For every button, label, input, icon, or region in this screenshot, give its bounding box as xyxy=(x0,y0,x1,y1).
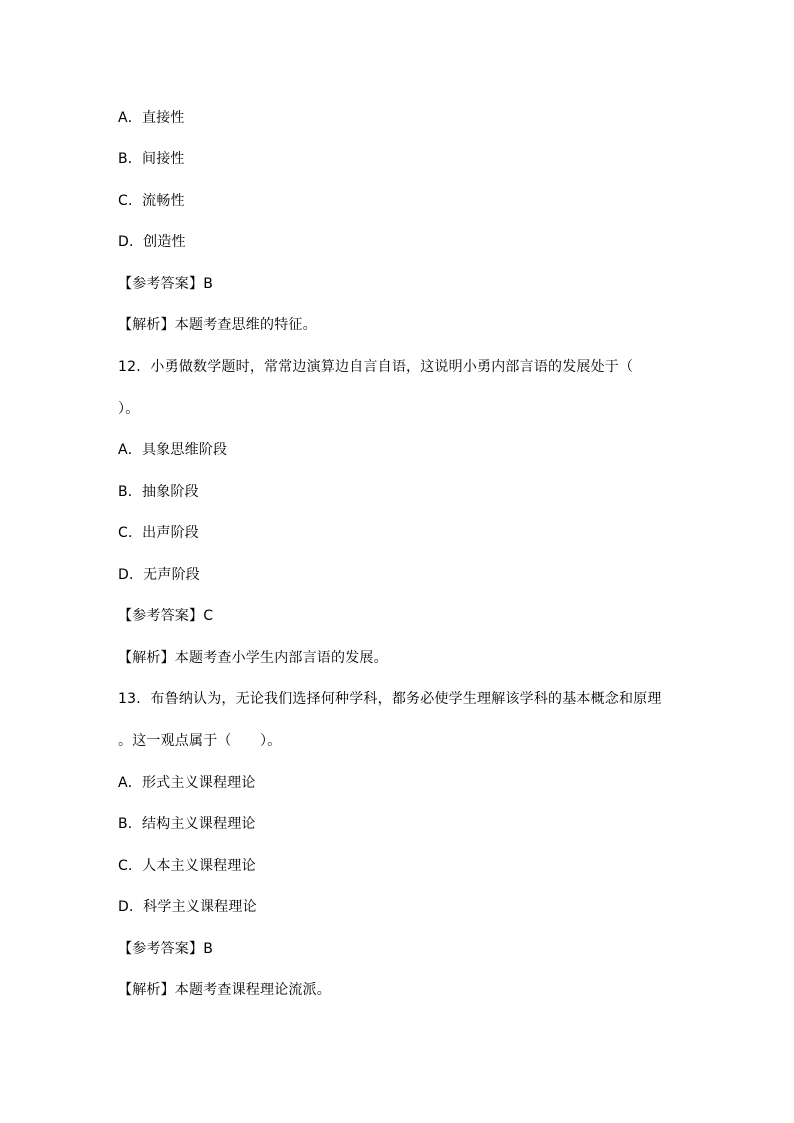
option-b: B．间接性 xyxy=(118,151,185,167)
option-d: D．创造性 xyxy=(118,234,186,250)
question-12: 12．小勇做数学题时，常常边演算边自言自语，这说明小勇内部言语的发展处于（ xyxy=(118,359,634,375)
analysis: 【解析】本题考查思维的特征。 xyxy=(118,317,317,333)
option-c: C．出声阶段 xyxy=(118,525,199,541)
option-c: C．流畅性 xyxy=(118,193,185,209)
option-b: B．抽象阶段 xyxy=(118,484,199,500)
option-a: A．形式主义课程理论 xyxy=(118,775,256,791)
analysis: 【解析】本题考查小学生内部言语的发展。 xyxy=(118,650,388,666)
question-12-continued: ）。 xyxy=(118,401,140,417)
question-13-continued: 。这一观点属于（ ）。 xyxy=(118,733,282,749)
option-d: D．无声阶段 xyxy=(118,567,200,583)
analysis: 【解析】本题考查课程理论流派。 xyxy=(118,982,331,998)
question-13: 13．布鲁纳认为，无论我们选择何种学科，都务必使学生理解该学科的基本概念和原理 xyxy=(118,691,662,707)
option-a: A．具象思维阶段 xyxy=(118,442,228,458)
option-c: C．人本主义课程理论 xyxy=(118,858,256,874)
option-d: D．科学主义课程理论 xyxy=(118,899,257,915)
reference-answer: 【参考答案】C xyxy=(118,608,214,624)
reference-answer: 【参考答案】B xyxy=(118,941,214,957)
reference-answer: 【参考答案】B xyxy=(118,276,214,292)
option-b: B．结构主义课程理论 xyxy=(118,816,256,832)
option-a: A．直接性 xyxy=(118,110,185,126)
